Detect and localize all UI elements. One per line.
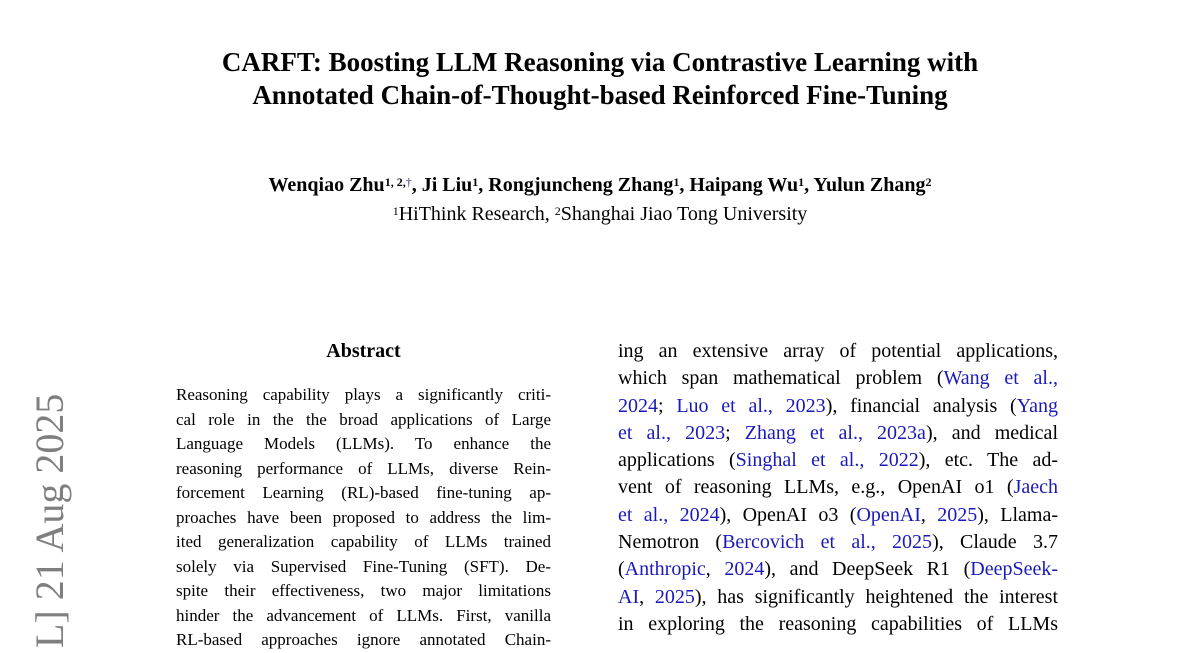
affil-name: Shanghai Jiao Tong University	[560, 203, 808, 225]
author-affil-sup: 1	[472, 175, 479, 189]
citation-link[interactable]: OpenAI	[856, 503, 921, 526]
abstract-line: solely via Supervised Fine-Tuning (SFT). De-	[176, 556, 551, 576]
body-text: ), and DeepSeek R1 (	[764, 558, 971, 581]
citation-link[interactable]: 2024	[724, 558, 765, 581]
paper-title	[0, 46, 1200, 112]
author-affil-sup: 1	[798, 175, 805, 189]
body-line	[618, 474, 1058, 501]
body-text: ,	[920, 503, 938, 526]
author-name: Wenqiao Zhu	[268, 174, 385, 196]
body-text: ing an extensive array of potential applications,	[618, 340, 1058, 362]
body-text: Nemotron (	[618, 531, 723, 554]
citation-link[interactable]: Jaech	[1013, 476, 1058, 499]
body-line	[618, 365, 1058, 392]
author-affil-sup: 1	[673, 175, 680, 189]
affil-sep: ,	[544, 203, 555, 225]
body-text: ), financial analysis (	[825, 394, 1017, 417]
title-line-2: Annotated Chain-of-Thought-based Reinforced Fine-Tuning	[252, 80, 948, 110]
abstract-body	[176, 383, 551, 653]
author-affil-sup: 1, 2,	[384, 175, 406, 189]
intro-column	[618, 338, 1058, 638]
author-name: Haipang Wu	[689, 174, 799, 196]
abstract-line: RL-based approaches ignore annotated Chain-	[176, 630, 551, 649]
body-text: ), has significantly heightened the interest	[694, 585, 1058, 608]
abstract-line: cal role in the the broad applications of Large	[176, 409, 551, 429]
body-text: in exploring the reasoning capabilities of LLMs	[618, 612, 1058, 635]
body-line	[618, 338, 1058, 365]
body-text: ), etc. The ad-	[918, 449, 1058, 472]
abstract-line: forcement Learning (RL)-based fine-tuning ap-	[176, 483, 551, 502]
citation-link[interactable]: DeepSeek-	[970, 558, 1058, 581]
body-text: applications (	[618, 449, 736, 472]
abstract-heading: Abstract	[326, 340, 401, 362]
citation-link[interactable]: et al., 2023	[618, 421, 726, 444]
citation-link[interactable]: Yang	[1016, 394, 1059, 417]
body-text: vent of reasoning LLMs, e.g., OpenAI o1 (	[618, 476, 1014, 499]
body-text: ), Claude 3.7	[932, 531, 1058, 554]
abstract-line: Language Models (LLMs). To enhance the	[176, 434, 551, 453]
body-text: which span mathematical problem (	[618, 367, 944, 390]
author-affil-sup: 2	[925, 175, 932, 189]
body-line	[618, 502, 1058, 529]
body-line	[618, 447, 1058, 474]
author-sep: ,	[478, 174, 489, 196]
citation-link[interactable]: Anthropic	[624, 558, 706, 581]
body-line	[618, 556, 1058, 583]
author-sep: ,	[804, 174, 814, 196]
arxiv-stamp: L] 21 Aug 2025	[27, 393, 72, 648]
author-sep: ,	[679, 174, 690, 196]
citation-link[interactable]: 2024	[618, 394, 658, 417]
abstract-line: proaches have been proposed to address the lim-	[176, 507, 551, 527]
title-line-1: CARFT: Boosting LLM Reasoning via Contrastive Learning with	[221, 47, 979, 77]
citation-link[interactable]: et al., 2024	[618, 503, 720, 526]
citation-link[interactable]: 2025	[654, 585, 695, 608]
abstract-line: spite their effectiveness, two major limitations	[176, 581, 551, 600]
abstract-line: Reasoning capability plays a significantly criti-	[176, 385, 551, 404]
body-text: ;	[658, 394, 677, 417]
body-text: (	[618, 558, 625, 581]
author-name: Ji Liu	[421, 174, 473, 196]
author-name: Rongjuncheng Zhang	[488, 174, 674, 196]
body-line	[618, 529, 1058, 556]
citation-link[interactable]: Zhang et al., 2023a	[744, 421, 926, 444]
abstract-line: hinder the advancement of LLMs. First, vanilla	[176, 605, 551, 625]
author-name: Yulun Zhang	[813, 174, 926, 196]
author-list	[0, 171, 1200, 199]
affil-name: HiThink Research	[398, 203, 545, 225]
affil-sup: 1	[392, 204, 399, 218]
body-line	[618, 611, 1058, 638]
abstract-line: ited generalization capability of LLMs trained	[176, 532, 551, 551]
citation-link[interactable]: Bercovich et al., 2025	[722, 531, 933, 554]
author-mark: †	[405, 175, 412, 189]
citation-link[interactable]: 2025	[937, 503, 978, 526]
citation-link[interactable]: AI	[618, 585, 640, 608]
author-sep: ,	[411, 174, 422, 196]
affiliation-list	[0, 201, 1200, 227]
body-text: ), and medical	[925, 421, 1058, 444]
body-text: ,	[705, 558, 725, 581]
body-text: ), OpenAI o3 (	[719, 503, 857, 526]
citation-link[interactable]: Singhal et al., 2022	[735, 449, 919, 472]
citation-link[interactable]: Wang et al.,	[943, 367, 1058, 390]
body-line	[618, 584, 1058, 611]
affil-sup: 2	[554, 204, 561, 218]
body-text: ), Llama-	[977, 503, 1059, 526]
abstract-line: reasoning performance of LLMs, diverse Rein-	[176, 458, 551, 478]
body-text: ;	[725, 421, 745, 444]
citation-link[interactable]: Luo et al., 2023	[676, 394, 826, 417]
body-line	[618, 393, 1058, 420]
body-text: ,	[639, 585, 655, 608]
body-line	[618, 420, 1058, 447]
